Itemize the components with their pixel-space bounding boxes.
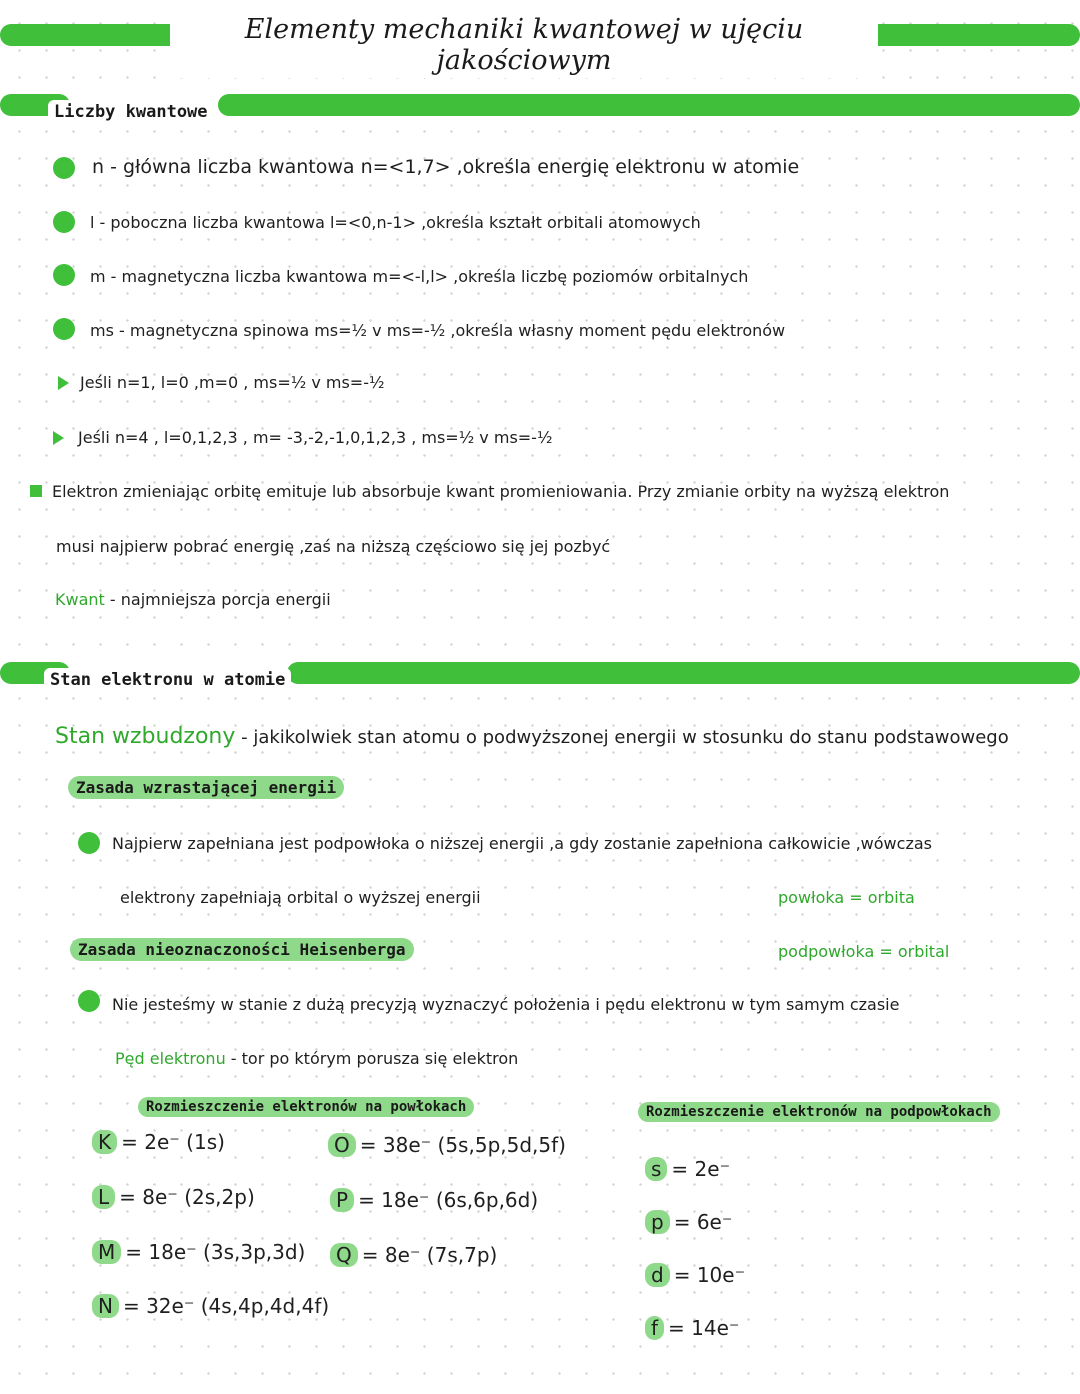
excited-def: - jakikolwiek stan atomu o podwyższonej energii w stosunku do stanu podstawowego	[235, 727, 1009, 748]
subshell-letter: p	[645, 1210, 670, 1234]
shell-value: = 18e⁻ (6s,6p,6d)	[358, 1188, 539, 1212]
note-line-2: musi najpierw pobrać energię ,zaś na niższą częściowo się jej pozbyć	[56, 537, 611, 556]
page-title: Elementy mechaniki kwantowej w ujęciu jakościowym	[170, 12, 878, 78]
title-bar-left	[0, 24, 190, 46]
section1-heading: Liczby kwantowe	[48, 100, 214, 124]
shell-letter: P	[330, 1188, 354, 1212]
excited-state-definition	[55, 724, 1009, 749]
shell-l	[92, 1185, 255, 1209]
shell-letter: L	[92, 1185, 115, 1209]
bullet-spin: ms - magnetyczna spinowa ms=½ v ms=-½ ,określa własny moment pędu elektronów	[90, 321, 786, 340]
momentum-definition	[115, 1049, 518, 1068]
shell-value: = 8e⁻ (2s,2p)	[119, 1185, 255, 1209]
subshell-s	[645, 1157, 730, 1181]
bullet-dot-icon	[53, 318, 75, 340]
momentum-def: - tor po którym porusza się elektron	[225, 1049, 519, 1068]
subshell-f	[645, 1316, 739, 1340]
note-shell-orbit: powłoka = orbita	[778, 888, 915, 907]
subshells-heading: Rozmieszczenie elektronów na podpowłokach	[638, 1102, 1000, 1122]
rule2-line: Nie jesteśmy w stanie z dużą precyzją wyznaczyć położenia i pędu elektronu w tym samym czasie	[112, 995, 900, 1014]
shell-letter: Q	[330, 1243, 358, 1267]
shell-value: = 2e⁻ (1s)	[121, 1130, 225, 1154]
shell-value: = 32e⁻ (4s,4p,4d,4f)	[122, 1294, 330, 1318]
note-subshell-orbital: podpowłoka = orbital	[778, 942, 950, 961]
shell-letter: M	[92, 1240, 121, 1264]
bullet-magnetic: m - magnetyczna liczba kwantowa m=<-l,l> ,określa liczbę poziomów orbitalnych	[90, 267, 749, 286]
shell-k	[92, 1130, 225, 1154]
shell-letter: N	[92, 1294, 119, 1318]
shell-n	[92, 1294, 329, 1318]
subshell-value: = 2e⁻	[671, 1157, 731, 1181]
title-bar-right	[860, 24, 1080, 46]
shell-q	[330, 1243, 497, 1267]
arrow-icon	[53, 431, 64, 445]
bullet-dot-icon	[53, 157, 75, 179]
example-1: Jeśli n=1, l=0 ,m=0 , ms=½ v ms=-½	[80, 373, 385, 392]
subshell-value: = 6e⁻	[673, 1210, 733, 1234]
bullet-azimuthal: l - poboczna liczba kwantowa l=<0,n-1> ,określa kształt orbitali atomowych	[90, 213, 701, 232]
shell-value: = 18e⁻ (3s,3p,3d)	[125, 1240, 306, 1264]
kwant-term: Kwant	[55, 590, 105, 609]
rule-heisenberg: Zasada nieoznaczoności Heisenberga	[70, 938, 414, 961]
shells-heading: Rozmieszczenie elektronów na powłokach	[138, 1097, 474, 1117]
shell-p	[330, 1188, 538, 1212]
subshell-letter: d	[645, 1263, 670, 1287]
subshell-value: = 10e⁻	[673, 1263, 746, 1287]
kwant-def: - najmniejsza porcja energii	[104, 590, 331, 609]
section1-bar-right	[218, 94, 1080, 116]
shell-o	[328, 1133, 566, 1157]
rule1-line-2: elektrony zapełniają orbital o wyższej energii	[120, 888, 481, 907]
subshell-value: = 14e⁻	[668, 1316, 740, 1340]
bullet-dot-icon	[78, 832, 100, 854]
subshell-d	[645, 1263, 745, 1287]
shell-letter: O	[328, 1133, 356, 1157]
subshell-letter: f	[645, 1316, 664, 1340]
section2-heading: Stan elektronu w atomie	[44, 668, 291, 692]
subshell-letter: s	[645, 1157, 667, 1181]
bullet-dot-icon	[53, 264, 75, 286]
shell-value: = 8e⁻ (7s,7p)	[361, 1243, 498, 1267]
note-line-1: Elektron zmieniając orbitę emituje lub absorbuje kwant promieniowania. Przy zmianie orbity na wyższą elektron	[52, 482, 950, 501]
shell-value: = 38e⁻ (5s,5p,5d,5f)	[359, 1133, 566, 1157]
square-bullet-icon	[30, 485, 42, 497]
arrow-icon	[58, 376, 69, 390]
section2-bar-right	[287, 662, 1080, 684]
subshell-p	[645, 1210, 732, 1234]
example-2: Jeśli n=4 , l=0,1,2,3 , m= -3,-2,-1,0,1,2,3 , ms=½ v ms=-½	[78, 428, 553, 447]
rule-increasing-energy: Zasada wzrastającej energii	[68, 776, 344, 799]
kwant-definition	[55, 590, 331, 609]
excited-term: Stan wzbudzony	[55, 724, 236, 749]
rule1-line-1: Najpierw zapełniana jest podpowłoka o niższej energii ,a gdy zostanie zapełniona całkowicie ,wówczas	[112, 834, 932, 853]
bullet-dot-icon	[78, 990, 100, 1012]
bullet-principal: n - główna liczba kwantowa n=<1,7> ,określa energię elektronu w atomie	[92, 156, 800, 178]
shell-letter: K	[92, 1130, 117, 1154]
shell-m	[92, 1240, 305, 1264]
bullet-dot-icon	[53, 211, 75, 233]
momentum-term: Pęd elektronu	[115, 1049, 226, 1068]
